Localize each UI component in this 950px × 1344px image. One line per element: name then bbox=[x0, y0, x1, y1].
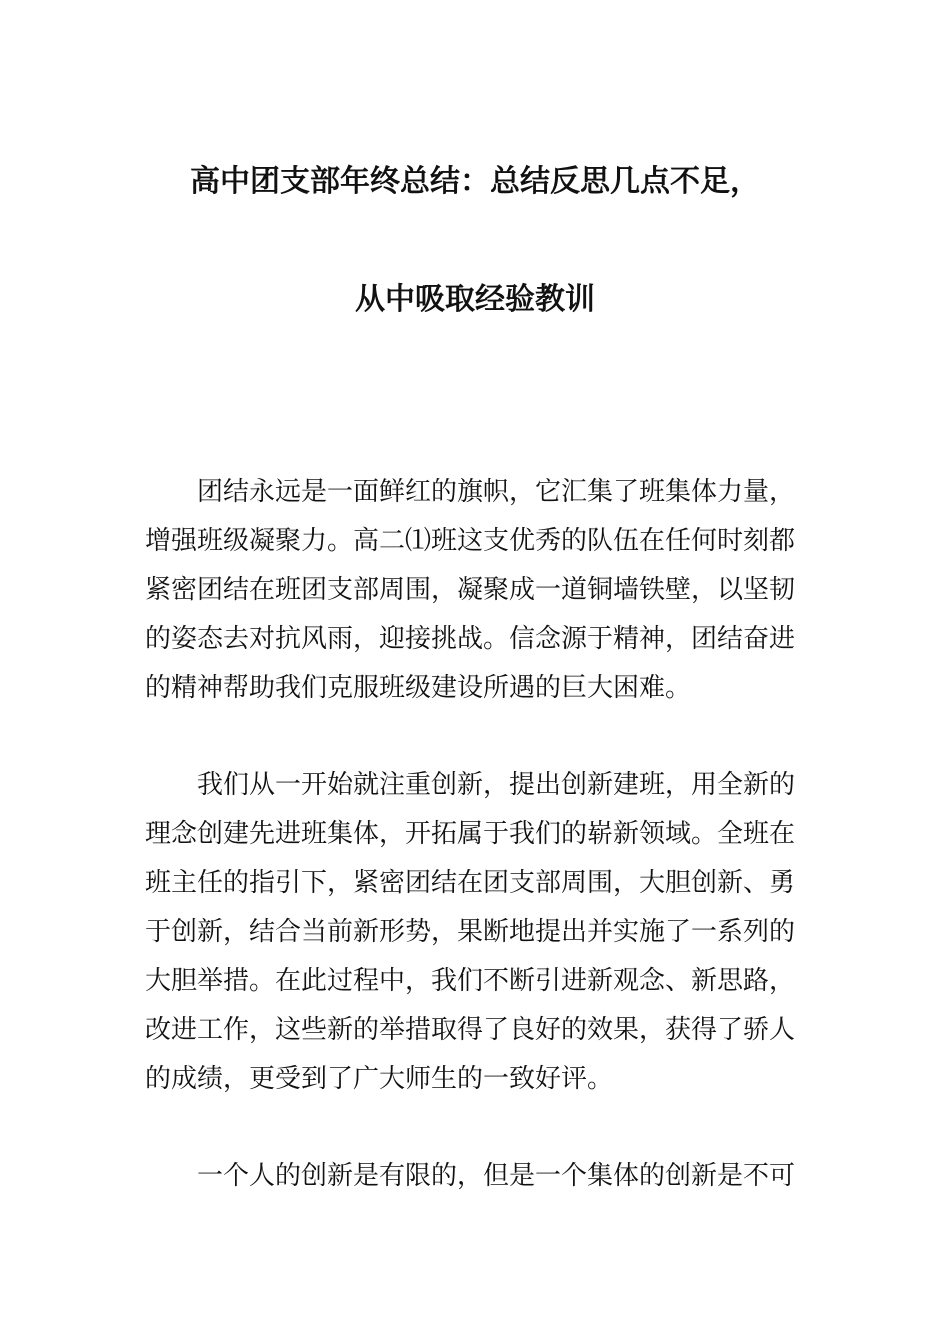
paragraph-line: 的成绩，更受到了广大师生的一致好评。 bbox=[145, 1064, 614, 1094]
document-title-line-2: 从中吸取经验教训 bbox=[355, 282, 595, 317]
paragraph-line: 一个人的创新是有限的，但是一个集体的创新是不可 bbox=[197, 1161, 796, 1191]
paragraph-line: 团结永远是一面鲜红的旗帜，它汇集了班集体力量， bbox=[197, 477, 796, 507]
paragraph-line: 的姿态去对抗风雨，迎接挑战。信念源于精神，团结奋进 bbox=[145, 624, 796, 654]
document-title-line-1: 高中团支部年终总结：总结反思几点不足， bbox=[190, 164, 760, 199]
paragraph-line: 的精神帮助我们克服班级建设所遇的巨大困难。 bbox=[145, 673, 692, 703]
paragraph-line: 改进工作，这些新的举措取得了良好的效果，获得了骄人 bbox=[145, 1015, 796, 1045]
paragraph-3 bbox=[145, 1152, 810, 1201]
paragraph-line: 班主任的指引下，紧密团结在团支部周围，大胆创新、勇 bbox=[145, 868, 796, 898]
paragraph-line: 理念创建先进班集体，开拓属于我们的崭新领域。全班在 bbox=[145, 819, 796, 849]
paragraph-1 bbox=[145, 468, 810, 713]
paragraph-line: 我们从一开始就注重创新，提出创新建班，用全新的 bbox=[197, 770, 796, 800]
paragraph-line: 增强班级凝聚力。高二⑴班这支优秀的队伍在任何时刻都 bbox=[145, 526, 796, 556]
paragraph-line: 紧密团结在班团支部周围，凝聚成一道铜墙铁壁，以坚韧 bbox=[145, 575, 796, 605]
paragraph-2 bbox=[145, 761, 810, 1104]
paragraph-line: 大胆举措。在此过程中，我们不断引进新观念、新思路， bbox=[145, 966, 796, 996]
paragraph-line: 于创新，结合当前新形势，果断地提出并实施了一系列的 bbox=[145, 917, 796, 947]
document-body bbox=[145, 468, 810, 1249]
